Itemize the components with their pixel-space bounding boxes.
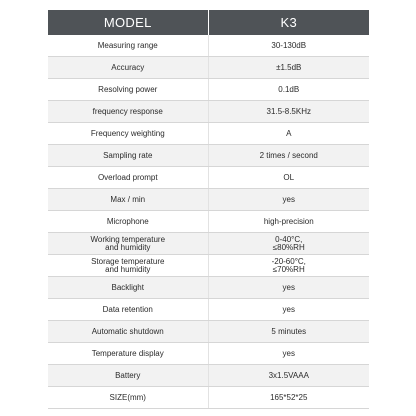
param-cell: Backlight [48,277,208,299]
table-row [48,255,369,277]
value-cell: 2 times / second [208,145,369,167]
value-cell: yes [208,343,369,365]
table-row [48,233,369,255]
param-cell [48,233,208,255]
value-line: ≤80%RH [272,242,305,252]
param-cell: Microphone [48,211,208,233]
value-cell: yes [208,189,369,211]
value-line: ≤70%RH [272,264,305,274]
table-row [48,123,369,145]
table-row [48,277,369,299]
param-cell: Sampling rate [48,145,208,167]
table-row [48,299,369,321]
param-cell: Frequency weighting [48,123,208,145]
param-line: and humidity [105,264,151,274]
param-cell: Automatic shutdown [48,321,208,343]
table-row [48,365,369,387]
param-line: and humidity [105,242,151,252]
value-cell: 165*52*25 [208,387,369,409]
value-cell [208,233,369,255]
value-cell: 5 minutes [208,321,369,343]
param-cell: Temperature display [48,343,208,365]
param-cell: Accuracy [48,57,208,79]
table-row [48,211,369,233]
value-cell: yes [208,277,369,299]
param-cell: Overload prompt [48,167,208,189]
spec-table [48,10,369,409]
table-header-row [48,10,369,35]
table-row [48,79,369,101]
value-cell: 30-130dB [208,35,369,57]
param-cell: Data retention [48,299,208,321]
table-row [48,101,369,123]
header-model: MODEL [48,10,208,35]
param-cell: Resolving power [48,79,208,101]
table-row [48,387,369,409]
param-line: Working temperature [90,234,166,244]
table-row [48,343,369,365]
value-cell: OL [208,167,369,189]
table-row [48,57,369,79]
value-cell: yes [208,299,369,321]
value-line: 0-40°C, [275,234,303,244]
param-cell [48,255,208,277]
param-cell: Measuring range [48,35,208,57]
value-cell: 3x1.5VAAA [208,365,369,387]
value-cell: high-precision [208,211,369,233]
value-cell [208,255,369,277]
spec-sheet [48,10,369,409]
header-model-value: K3 [208,10,369,35]
value-line: -20-60°C, [271,256,306,266]
table-row [48,167,369,189]
table-row [48,189,369,211]
param-cell: frequency response [48,101,208,123]
param-cell: Max / min [48,189,208,211]
value-cell: A [208,123,369,145]
table-row [48,321,369,343]
value-cell: ±1.5dB [208,57,369,79]
table-row [48,145,369,167]
param-cell: SIZE(mm) [48,387,208,409]
table-row [48,35,369,57]
param-cell: Battery [48,365,208,387]
value-cell: 0.1dB [208,79,369,101]
value-cell: 31.5-8.5KHz [208,101,369,123]
param-line: Storage temperature [91,256,165,266]
